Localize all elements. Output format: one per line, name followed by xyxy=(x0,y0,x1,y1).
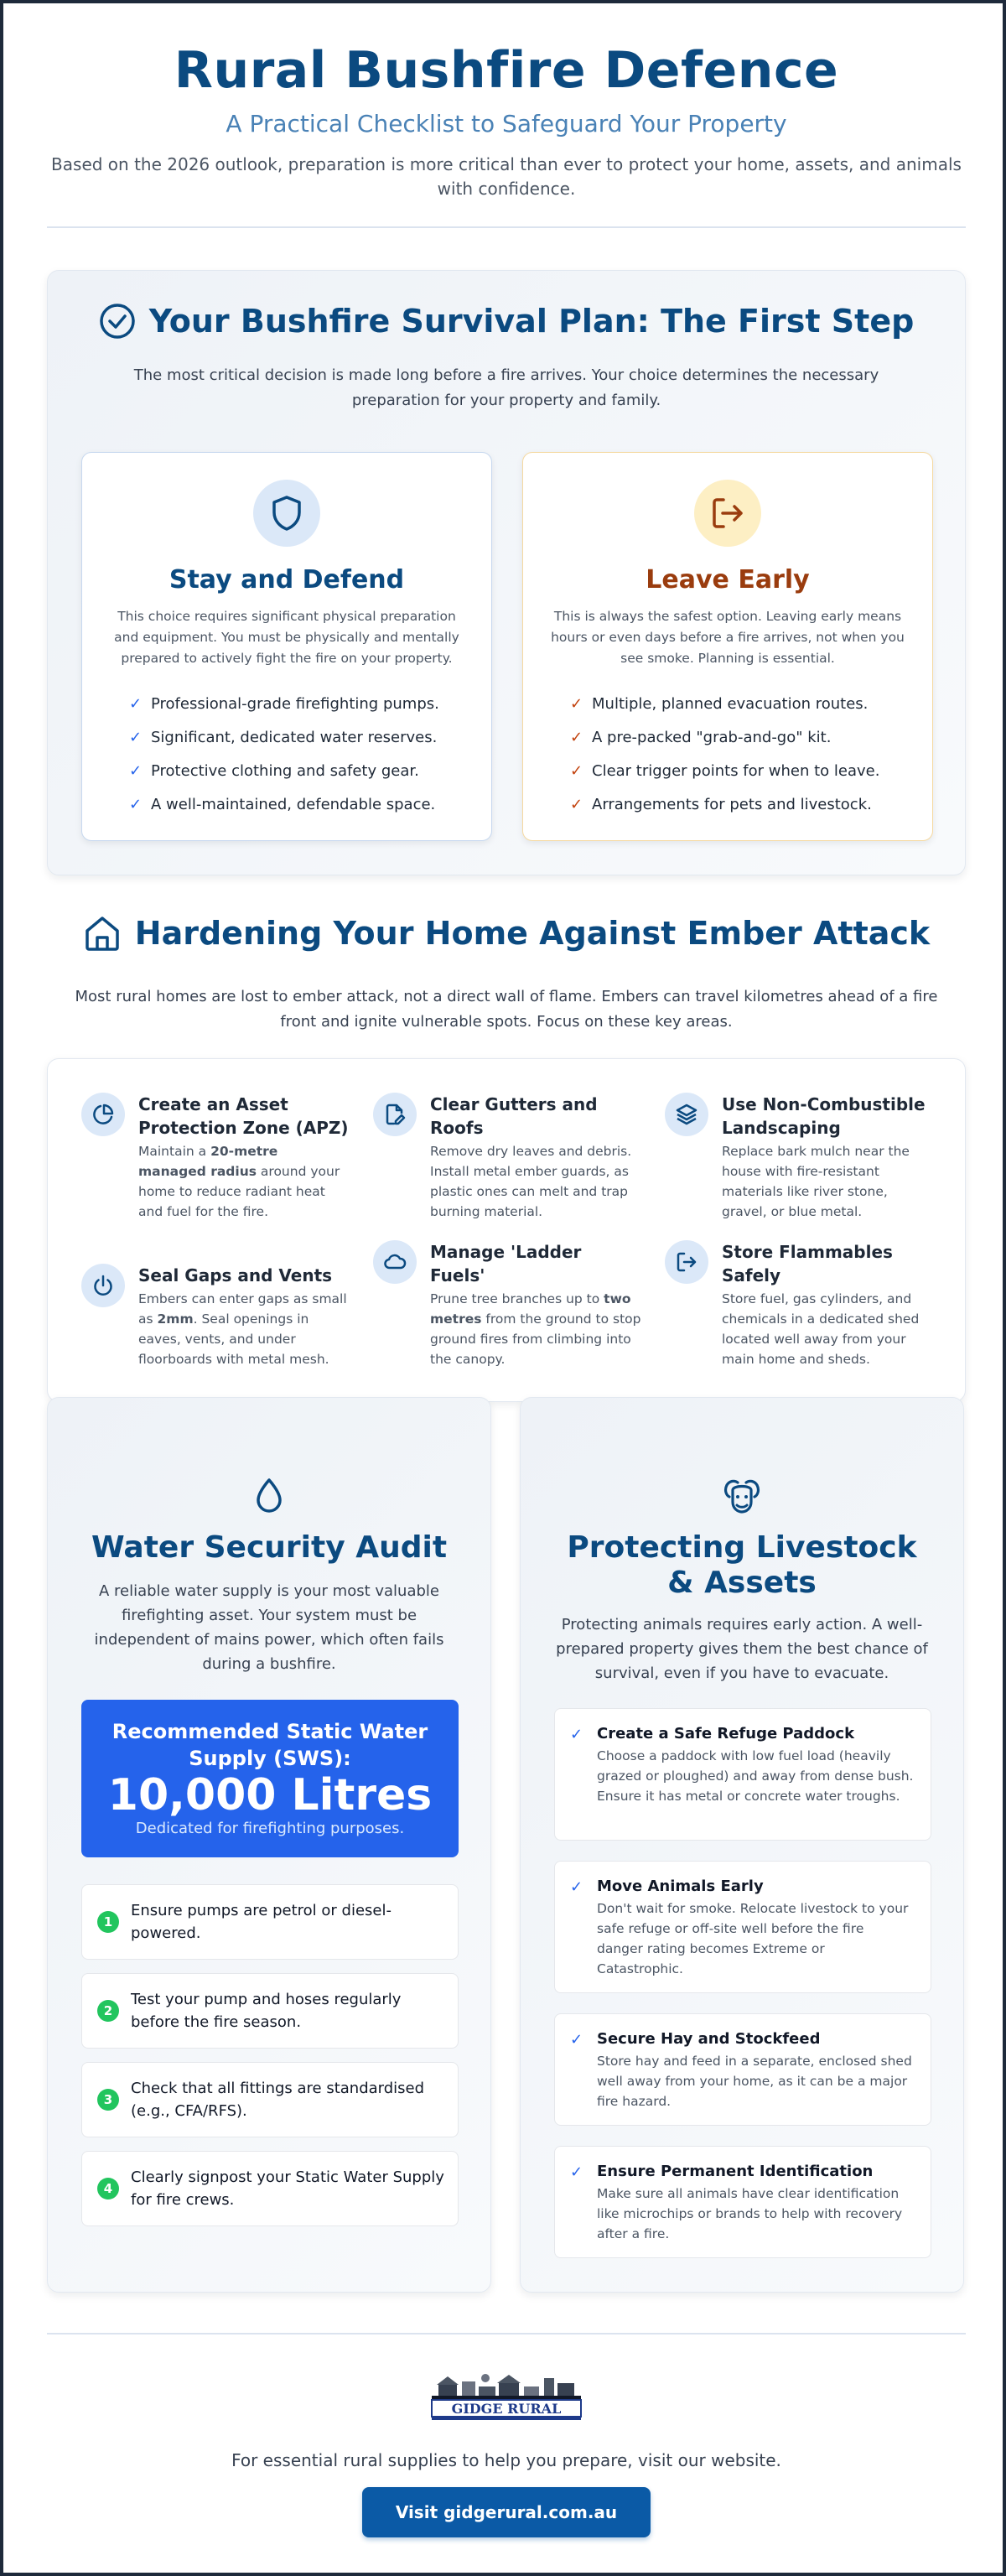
stay-list xyxy=(129,688,491,822)
footer-divider xyxy=(47,2333,966,2334)
tip-seal-gaps xyxy=(81,1264,350,1369)
step-text: Ensure pumps are petrol or diesel-powered. xyxy=(131,1902,392,1942)
livestock-card xyxy=(554,1708,931,1841)
page-header xyxy=(47,37,966,201)
stay-text: This choice requires significant physical preparation and equipment. You must be physically and mentally prepared to actively fight the fire on your property. xyxy=(114,609,459,666)
tip-title: Create an Asset Protection Zone (APZ) xyxy=(138,1094,349,1138)
exit-icon xyxy=(675,1250,698,1274)
check-icon: ✓ xyxy=(129,695,143,713)
survival-plan-description: The most critical decision is made long before a fire arrives. Your choice determines the necessary preparation for your property and family. xyxy=(133,366,879,409)
sws-subtext: Dedicated for firefighting purposes. xyxy=(135,1820,405,1837)
step-text: Test your pump and hoses regularly before the fire season. xyxy=(131,1991,402,2031)
tip-text: Prune tree branches up to two metres from the ground to stop ground fires from climbing into the canopy. xyxy=(430,1291,641,1367)
step-number: 4 xyxy=(97,2178,119,2199)
livestock-card-title: Secure Hay and Stockfeed xyxy=(597,2030,821,2048)
check-icon: ✓ xyxy=(570,2163,583,2181)
tip-text: Embers can enter gaps as small as 2mm. Seal openings in eaves, vents, and under floorboards with metal mesh. xyxy=(138,1291,347,1367)
check-icon: ✓ xyxy=(129,729,143,746)
page-subtitle: A Practical Checklist to Safeguard Your Property xyxy=(226,110,787,138)
tip-text: Remove dry leaves and debris. Install metal ember guards, as plastic ones can melt and trap burning material. xyxy=(430,1144,632,1219)
livestock-description: Protecting animals requires early action. A well-prepared property gives them the best chance of survival, even if you have to evacuate. xyxy=(556,1616,928,1682)
water-title: Water Security Audit xyxy=(91,1530,448,1565)
livestock-card-title: Ensure Permanent Identification xyxy=(597,2163,874,2180)
visit-website-button[interactable]: Visit gidgerural.com.au xyxy=(362,2487,651,2537)
tip-title: Store Flammables Safely xyxy=(722,1242,893,1285)
page-title: Rural Bushfire Defence xyxy=(174,41,839,100)
list-item: ✓ Protective clothing and safety gear. xyxy=(129,755,491,788)
tip-title: Use Non-Combustible Landscaping xyxy=(722,1094,926,1138)
livestock-icon xyxy=(721,1477,763,1515)
step-number: 1 xyxy=(97,1911,119,1933)
leave-icon-circle xyxy=(694,480,761,547)
survival-plan-section xyxy=(47,270,966,875)
check-icon: ✓ xyxy=(570,729,583,746)
leave-early-card xyxy=(522,452,933,841)
sws-label: Recommended Static Water Supply (SWS): xyxy=(111,1720,428,1770)
tip-store-flammables xyxy=(665,1240,933,1369)
stay-icon-circle xyxy=(253,480,320,547)
check-icon: ✓ xyxy=(570,1878,583,1896)
check-icon: ✓ xyxy=(129,762,143,780)
livestock-card-title: Create a Safe Refuge Paddock xyxy=(597,1725,855,1742)
check-icon: ✓ xyxy=(570,796,583,813)
tip-asset-protection-zone xyxy=(81,1093,350,1222)
step-text: Clearly signpost your Static Water Supply for fire crews. xyxy=(131,2168,444,2209)
leave-text: This is always the safest option. Leaving early means hours or even days before a fire arrives, not when you see smoke. Planning is essential. xyxy=(551,609,905,666)
check-icon: ✓ xyxy=(570,1726,583,1743)
check-icon: ✓ xyxy=(570,762,583,780)
tip-title: Manage 'Ladder Fuels' xyxy=(430,1242,582,1285)
ember-tips-card xyxy=(47,1058,966,1402)
exit-icon xyxy=(709,495,746,532)
stay-title: Stay and Defend xyxy=(169,565,405,595)
list-item: ✓ Significant, dedicated water reserves. xyxy=(129,721,491,755)
water-step xyxy=(81,1884,459,1960)
water-description: A reliable water supply is your most valuable firefighting asset. Your system must be independent of mains power, which often fails during a bushfire. xyxy=(94,1582,444,1673)
survival-plan-heading xyxy=(48,303,965,340)
list-item: ✓ Professional-grade firefighting pumps. xyxy=(129,688,491,721)
water-drop-icon xyxy=(251,1477,288,1515)
livestock-title: Protecting Livestock & Assets xyxy=(567,1530,917,1600)
leave-title: Leave Early xyxy=(646,565,810,595)
list-item: ✓ A pre-packed "grab-and-go" kit. xyxy=(570,721,932,755)
home-icon xyxy=(83,914,122,953)
list-item: ✓ Multiple, planned evacuation routes. xyxy=(570,688,932,721)
livestock-section xyxy=(520,1397,964,2293)
cloud-icon xyxy=(382,1250,407,1274)
shield-icon xyxy=(270,495,303,532)
list-item: ✓ Clear trigger points for when to leave. xyxy=(570,755,932,788)
ember-heading xyxy=(47,914,966,953)
file-edit-icon xyxy=(383,1103,407,1126)
check-icon: ✓ xyxy=(129,796,143,813)
power-icon xyxy=(91,1274,115,1297)
footer-text: For essential rural supplies to help you prepare, visit our website. xyxy=(231,2450,781,2470)
tip-text: Maintain a 20-metre managed radius around your home to reduce radiant heat and fuel for the fire. xyxy=(138,1144,340,1219)
livestock-card-title: Move Animals Early xyxy=(597,1877,764,1895)
header-divider xyxy=(47,226,966,228)
tip-title: Seal Gaps and Vents xyxy=(138,1265,333,1285)
tip-non-combustible-landscaping xyxy=(665,1093,933,1222)
livestock-card xyxy=(554,1861,931,1993)
water-step xyxy=(81,2151,459,2226)
tip-ladder-fuels xyxy=(373,1240,641,1369)
tip-text: Replace bark mulch near the house with fire-resistant materials like river stone, gravel, or blue metal. xyxy=(722,1144,910,1219)
survival-plan-title: Your Bushfire Survival Plan: The First Step xyxy=(148,303,915,340)
ember-description: Most rural homes are lost to ember attack, not a direct wall of flame. Embers can travel kilometres ahead of a fire front and ignite vulnerable spots. Focus on these key areas. xyxy=(75,988,938,1031)
livestock-card-text: Make sure all animals have clear identification like microchips or brands to help with recovery after a fire. xyxy=(597,2186,903,2241)
livestock-card xyxy=(554,2013,931,2126)
pie-chart-icon xyxy=(91,1103,115,1126)
livestock-card-text: Don't wait for smoke. Relocate livestock to your safe refuge or off-site well before the fire danger rating becomes Extreme or Catastrophic. xyxy=(597,1901,909,1976)
step-text: Check that all fittings are standardised (e.g., CFA/RFS). xyxy=(131,2080,425,2120)
livestock-card xyxy=(554,2146,931,2258)
step-number: 3 xyxy=(97,2089,119,2111)
stay-and-defend-card xyxy=(81,452,492,841)
water-security-section xyxy=(47,1397,491,2293)
check-circle-icon xyxy=(99,303,136,340)
water-step xyxy=(81,2062,459,2137)
svg-text:GIDGE RURAL: GIDGE RURAL xyxy=(451,2401,562,2417)
step-number: 2 xyxy=(97,2000,119,2022)
water-step xyxy=(81,1973,459,2049)
list-item: ✓ Arrangements for pets and livestock. xyxy=(570,788,932,822)
livestock-card-text: Store hay and feed in a separate, enclosed shed well away from your home, as it can be a major fire hazard. xyxy=(597,2054,912,2109)
leave-list xyxy=(570,688,932,822)
gidge-rural-logo xyxy=(427,2366,586,2422)
check-icon: ✓ xyxy=(570,2031,583,2049)
page-intro: Based on the 2026 outlook, preparation is more critical than ever to protect your home, assets, and animals with confidence. xyxy=(51,154,962,199)
ember-title: Hardening Your Home Against Ember Attack xyxy=(134,915,931,952)
sws-highlight-box xyxy=(81,1700,459,1857)
check-icon: ✓ xyxy=(570,695,583,713)
sws-value: 10,000 Litres xyxy=(107,1770,433,1820)
tip-title: Clear Gutters and Roofs xyxy=(430,1094,598,1138)
livestock-card-text: Choose a paddock with low fuel load (heavily grazed or ploughed) and away from dense bush. Ensure it has metal or concrete water troughs. xyxy=(597,1748,914,1804)
layers-icon xyxy=(675,1103,698,1126)
tip-clear-gutters xyxy=(373,1093,641,1222)
list-item: ✓ A well-maintained, defendable space. xyxy=(129,788,491,822)
tip-text: Store fuel, gas cylinders, and chemicals in a dedicated shed located well away from your main home and sheds. xyxy=(722,1291,920,1367)
